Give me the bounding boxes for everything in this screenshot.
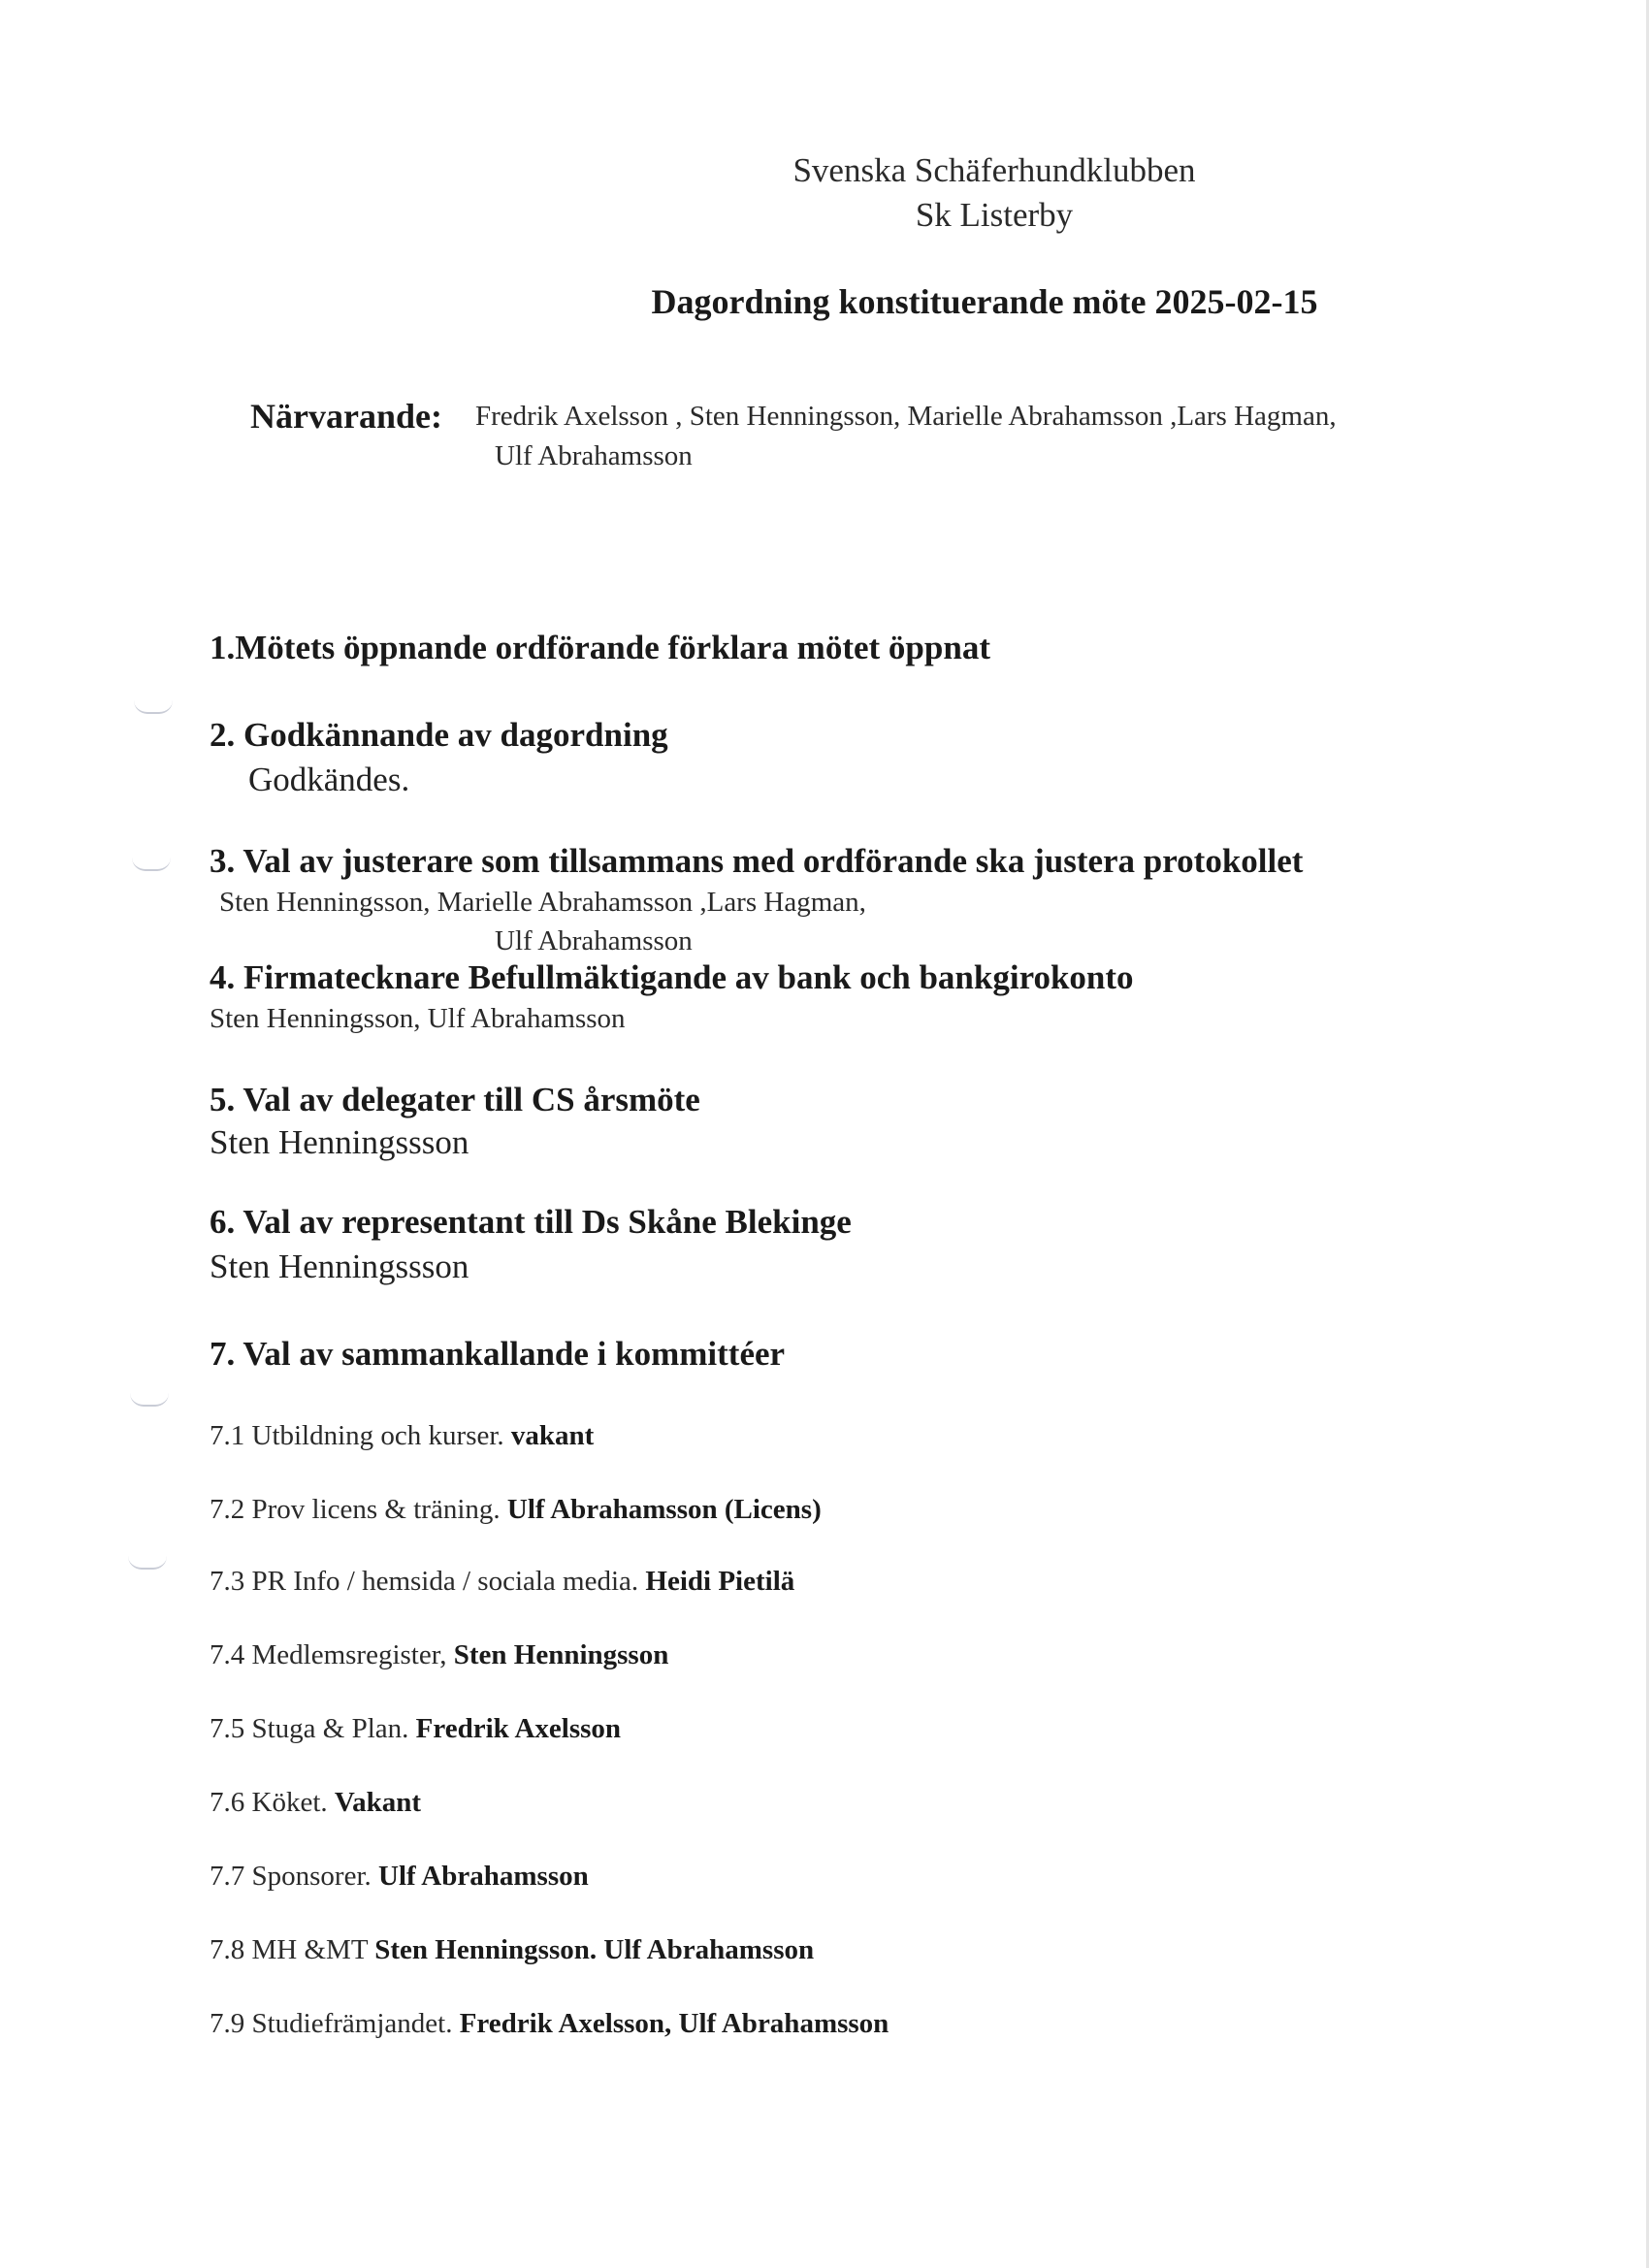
committee-label: 7.5 Stuga & Plan.: [210, 1713, 409, 1744]
punch-hole-mark: [128, 1556, 167, 1570]
agenda-item-4-heading: 4. Firmatecknare Befullmäktigande av bank och bankgirokonto: [210, 958, 1134, 996]
agenda-item-5-heading: 5. Val av delegater till CS årsmöte: [210, 1081, 700, 1118]
agenda-item-3-text-line-2: Ulf Abrahamsson: [495, 925, 693, 956]
committee-label: 7.2 Prov licens & träning.: [210, 1494, 501, 1525]
attendees-line-1: Fredrik Axelsson , Sten Henningsson, Marielle Abrahamsson ,Lars Hagman,: [475, 401, 1337, 432]
committee-person: Sten Henningsson. Ulf Abrahamsson: [374, 1934, 815, 1965]
agenda-item-5-text: Sten Henningssson: [210, 1123, 469, 1161]
committee-item: [210, 1420, 594, 1452]
agenda-item-3-heading: 3. Val av justerare som tillsammans med ordförande ska justera protokollet: [210, 842, 1304, 880]
punch-hole-mark: [134, 700, 173, 714]
committee-item: [210, 1566, 794, 1598]
branch-name: Sk Listerby: [915, 196, 1074, 234]
committee-person: Fredrik Axelsson: [415, 1713, 622, 1744]
committee-item: [210, 1787, 421, 1819]
committee-label: 7.4 Medlemsregister,: [210, 1639, 447, 1670]
committee-label: 7.3 PR Info / hemsida / sociala media.: [210, 1566, 639, 1597]
committee-person: Fredrik Axelsson, Ulf Abrahamsson: [459, 2008, 889, 2039]
committee-person: Ulf Abrahamsson: [378, 1861, 589, 1892]
committee-item: [210, 1639, 668, 1671]
agenda-item-2-heading: 2. Godkännande av dagordning: [210, 716, 668, 754]
committee-person: Vakant: [334, 1787, 422, 1818]
committee-item: [210, 2008, 889, 2040]
committee-label: 7.6 Köket.: [210, 1787, 328, 1818]
attendees-label: Närvarande:: [250, 397, 442, 436]
agenda-item-6-text: Sten Henningssson: [210, 1247, 469, 1285]
committee-item: [210, 1861, 589, 1893]
committee-label: 7.8 MH &MT: [210, 1934, 369, 1965]
committee-person: Sten Henningsson: [453, 1639, 669, 1670]
committee-item: [210, 1494, 822, 1526]
agenda-item-4-text: Sten Henningsson, Ulf Abrahamsson: [210, 1003, 626, 1034]
document-title: Dagordning konstituerande möte 2025-02-15: [651, 282, 1318, 321]
committee-label: 7.9 Studiefrämjandet.: [210, 2008, 453, 2039]
committee-label: 7.1 Utbildning och kurser.: [210, 1420, 504, 1451]
agenda-item-6-heading: 6. Val av representant till Ds Skåne Blekinge: [210, 1203, 852, 1241]
agenda-item-2-text: Godkändes.: [248, 761, 410, 798]
committee-person: Heidi Pietilä: [645, 1566, 795, 1597]
committee-label: 7.7 Sponsorer.: [210, 1861, 372, 1892]
organization-name: Svenska Schäferhundklubben: [792, 151, 1196, 189]
committee-person: vakant: [510, 1420, 595, 1451]
committee-item: [210, 1713, 621, 1745]
agenda-item-1-heading: 1.Mötets öppnande ordförande förklara mötet öppnat: [210, 629, 990, 666]
committee-item: [210, 1934, 814, 1966]
punch-hole-mark: [130, 1393, 169, 1407]
committee-person: Ulf Abrahamsson (Licens): [506, 1494, 822, 1525]
agenda-item-3-text-line-1: Sten Henningsson, Marielle Abrahamsson ,Lars Hagman,: [219, 887, 866, 918]
agenda-item-7-heading: 7. Val av sammankallande i kommittéer: [210, 1335, 786, 1373]
attendees-line-2: Ulf Abrahamsson: [495, 440, 693, 471]
punch-hole-mark: [132, 858, 171, 871]
